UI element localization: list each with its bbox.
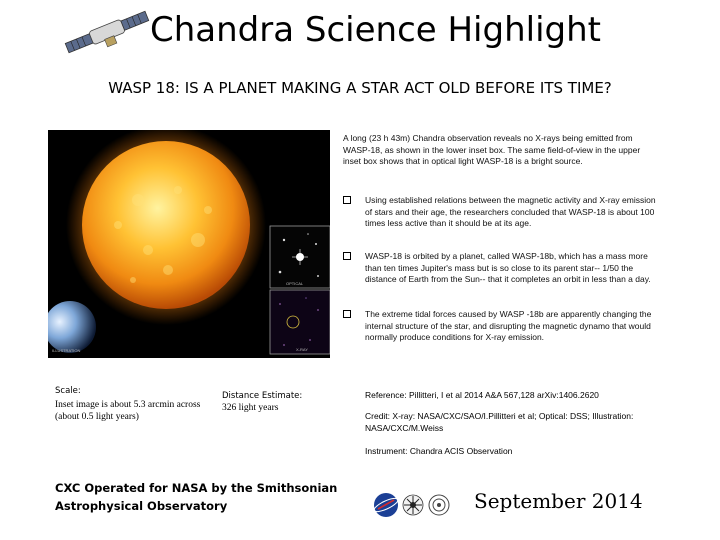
instrument-text: Instrument: Chandra ACIS Observation <box>365 446 513 456</box>
scale-label: Scale: <box>55 386 81 396</box>
page-title: Chandra Science Highlight <box>150 10 601 50</box>
reference-text: Reference: Pillitteri, I et al 2014 A&A 567,128 arXiv:1406.2620 <box>365 390 599 400</box>
bullet-text: Using established relations between the magnetic activity and X-ray emission of stars and their age, the researchers concluded that WASP-18 is about 100 times less active than it should be at its age. <box>365 195 656 229</box>
summary-intro: A long (23 h 43m) Chandra observation reveals no X-rays being emitted from WASP-18, as shown in the lower inset box. The same field-of-view in the upper inset box shows that in optical light WASP-18 is a bright source. <box>343 133 641 167</box>
operated-by-text: CXC Operated for NASA by the Smithsonian Astrophysical Observatory <box>55 481 338 513</box>
checkbox-bullet-icon <box>343 310 351 318</box>
footer-logos <box>372 490 452 520</box>
xray-label: X-RAY <box>296 347 308 352</box>
distance-label: Distance Estimate: <box>222 391 303 401</box>
checkbox-bullet-icon <box>343 196 351 204</box>
scale-text: Inset image is about 5.3 arcmin across (about 0.5 light years) <box>55 400 201 422</box>
xray-inset <box>270 290 330 354</box>
checkbox-bullet-icon <box>343 252 351 260</box>
sao-logo-icon <box>403 495 423 515</box>
illustration-label: ILLUSTRATION <box>52 348 81 353</box>
nasa-logo-icon <box>373 493 400 517</box>
wasp18-illustration <box>48 130 330 358</box>
highlight-headline: WASP 18: IS A PLANET MAKING A STAR ACT OLD BEFORE ITS TIME? <box>108 79 612 97</box>
optical-label: OPTICAL <box>286 281 304 286</box>
credit-text: Credit: X-ray: NASA/CXC/SAO/I.Pillitteri et al; Optical: DSS; Illustration: NASA/CXC/M.Weiss <box>365 411 634 433</box>
optical-inset <box>270 226 330 288</box>
bullet-text: WASP-18 is orbited by a planet, called WASP-18b, which has a mass more than ten times Jupiter's mass but is so close to its parent star-- 1/50 the distance of Earth from the Sun-- that it completes an orbit in less than a day. <box>365 251 651 285</box>
publication-date: September 2014 <box>474 489 643 513</box>
bullet-text: The extreme tidal forces caused by WASP -18b are apparently changing the internal structure of the star, and disrupting the magnetic dynamo that would normally produce conditions for X-ray emission. <box>365 309 652 343</box>
chandra-satellite-icon <box>62 8 152 56</box>
smithsonian-logo-icon <box>429 495 449 515</box>
distance-text: 326 light years <box>222 403 279 413</box>
